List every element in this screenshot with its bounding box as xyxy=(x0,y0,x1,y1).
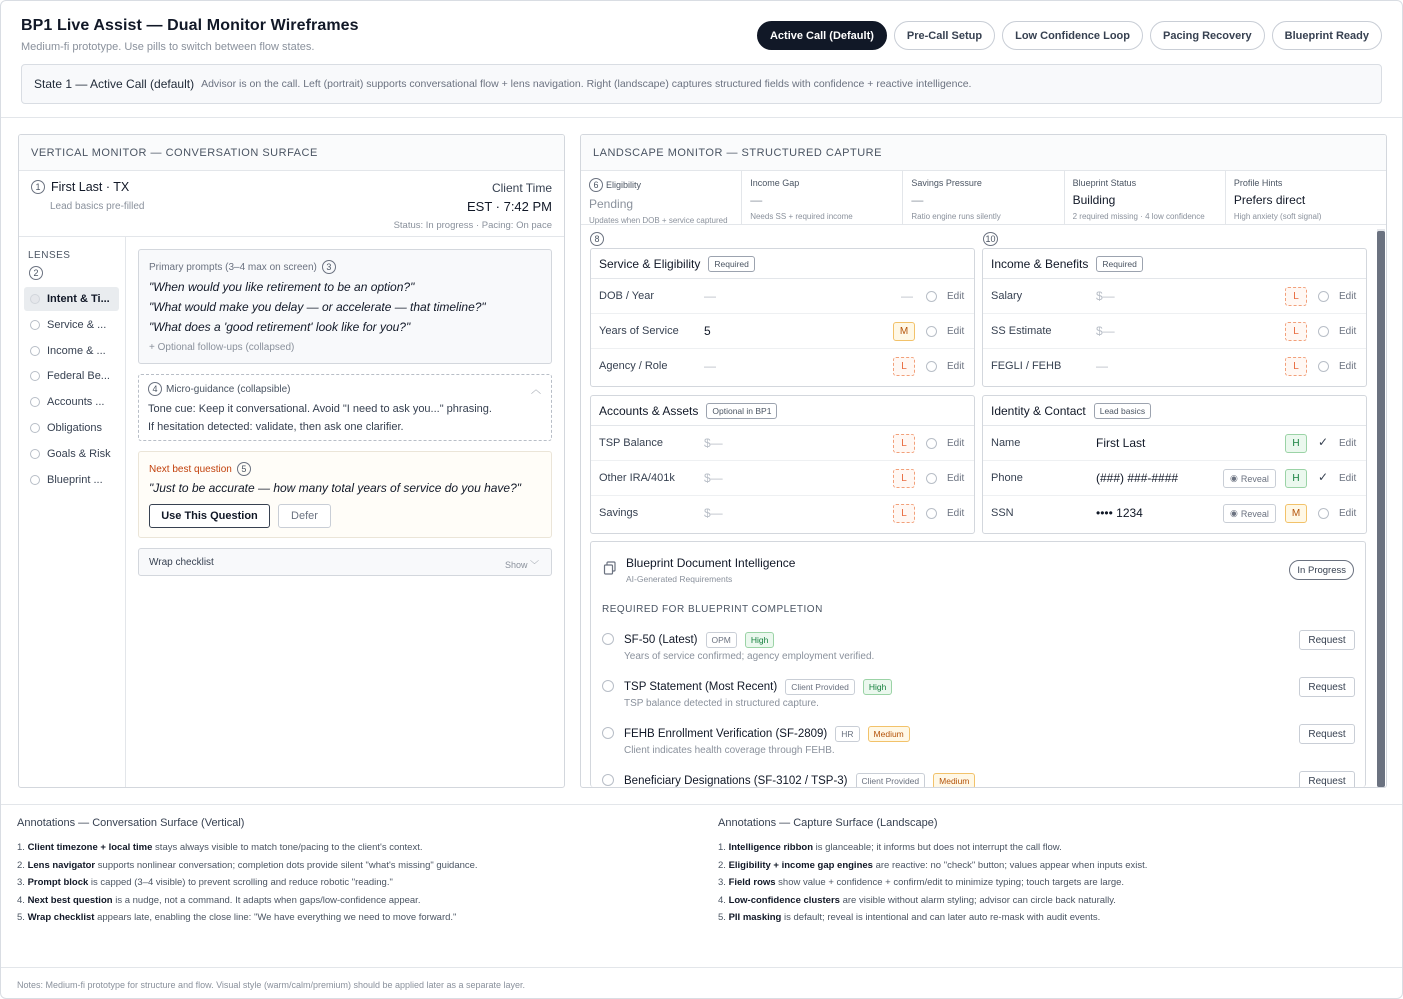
lens-item-goals-risk[interactable] xyxy=(24,442,119,466)
service-eligibility-card xyxy=(590,248,975,387)
client-name: First Last · TX xyxy=(51,180,130,194)
lens-label: Income & ... xyxy=(47,345,106,357)
hesitation-cue: If hesitation detected: validate, then ask one clarifier. xyxy=(148,421,404,433)
doc-item-sf50 xyxy=(602,627,1355,671)
micro-guidance-header: Micro-guidance (collapsible) xyxy=(166,383,291,395)
reveal-button[interactable] xyxy=(1223,504,1276,523)
footer-notes: Notes: Medium-fi prototype for structure and flow. Visual style (warm/calm/premium) should be applied later as a separate layer. xyxy=(1,967,1403,999)
annotation-item: 3. Field rows show value + confidence + confirm/edit to minimize typing; touch targets are large. xyxy=(718,877,1125,889)
step-marker: 2 xyxy=(29,266,43,280)
confirm-radio[interactable] xyxy=(1318,508,1329,519)
scrollbar-thumb[interactable] xyxy=(1377,231,1385,787)
ribbon-label: Savings Pressure xyxy=(911,178,982,188)
confirm-radio[interactable] xyxy=(926,326,937,337)
edit-button[interactable]: Edit xyxy=(1339,361,1357,372)
confidence-badge: H xyxy=(1285,469,1307,488)
call-status: Status: In progress · Pacing: On pace xyxy=(393,220,552,231)
priority-tag: High xyxy=(745,632,774,648)
client-time-value: EST · 7:42 PM xyxy=(466,199,552,214)
card-title: Accounts & Assets xyxy=(599,403,699,418)
field-value[interactable]: $— xyxy=(704,506,723,520)
wrap-show-toggle[interactable] xyxy=(505,558,539,571)
required-header: REQUIRED FOR BLUEPRINT COMPLETION xyxy=(602,604,823,615)
lens-label: Federal Be... xyxy=(47,370,110,382)
doc-item-beneficiary xyxy=(602,768,1355,788)
field-row-fegli-fehb xyxy=(983,349,1366,384)
wrap-checklist-label: Wrap checklist xyxy=(149,557,214,568)
field-row-salary xyxy=(983,279,1366,314)
state-label: State 1 — Active Call (default) xyxy=(34,77,195,91)
annotations-title: Annotations — Capture Surface (Landscape) xyxy=(718,817,938,829)
confirm-radio[interactable] xyxy=(926,508,937,519)
reveal-label: Reveal xyxy=(1240,473,1269,484)
field-row-agency-role xyxy=(591,349,974,384)
show-label: Show xyxy=(504,560,528,570)
lens-label: Obligations xyxy=(47,422,103,434)
lens-label: Service & ... xyxy=(47,319,107,331)
field-label: FEGLI / FEHB xyxy=(991,360,1062,372)
primary-prompts-card xyxy=(138,249,552,364)
field-label: SS Estimate xyxy=(991,325,1052,337)
doc-description: Years of service confirmed; agency employment verified. xyxy=(624,651,875,662)
lens-item-service[interactable] xyxy=(24,313,119,337)
field-value-secondary: — xyxy=(901,289,913,303)
field-row-name xyxy=(983,426,1366,461)
chevron-down-icon: ﹀ xyxy=(529,560,539,570)
check-icon[interactable]: ✓ xyxy=(1318,435,1329,449)
micro-guidance-header-row[interactable] xyxy=(148,382,291,396)
field-label: Savings xyxy=(599,507,639,519)
step-marker: 1 xyxy=(31,180,45,194)
income-benefits-card xyxy=(982,248,1367,387)
annotation-item: 2. Eligibility + income gap engines are reactive: no "check" button; values appear when inputs exist. xyxy=(718,859,1148,871)
request-button[interactable]: Request xyxy=(1299,677,1355,697)
card-title: Service & Eligibility xyxy=(599,256,701,271)
annotation-item: 1. Client timezone + local time stays always visible to match tone/pacing to the client's context. xyxy=(17,842,423,853)
field-value[interactable]: $— xyxy=(1096,324,1115,338)
doc-name: Beneficiary Designations (SF-3102 / TSP-3) xyxy=(624,775,848,787)
doc-status-radio[interactable] xyxy=(602,680,614,692)
confidence-badge: L xyxy=(893,357,915,376)
ribbon-label: Profile Hints xyxy=(1233,178,1283,188)
doc-status-radio[interactable] xyxy=(602,633,614,645)
field-value[interactable]: $— xyxy=(704,436,723,450)
conversation-surface-panel xyxy=(18,134,565,788)
capture-surface-panel xyxy=(580,134,1387,788)
confidence-badge: L xyxy=(893,469,915,488)
source-tag: HR xyxy=(835,726,859,742)
annotation-item: 4. Next best question is a nudge, not a command. It adapts when gaps/low-confidence appear. xyxy=(17,894,421,906)
step-marker: 5 xyxy=(237,462,251,476)
doc-item-tsp-statement xyxy=(602,674,1355,718)
completion-dot-icon xyxy=(30,294,40,304)
nbq-question: "Just to be accurate — how many total years of service do you have?" xyxy=(149,481,522,495)
field-value[interactable]: — xyxy=(1096,359,1108,373)
state-description: Advisor is on the call. Left (portrait) supports conversational flow + lens navigation. Right (landscape) captures structured fields with confidence + reactive intelligence. xyxy=(201,78,972,90)
edit-button[interactable]: Edit xyxy=(1339,473,1357,484)
field-row-dob xyxy=(591,279,974,314)
ribbon-value: Building xyxy=(1072,193,1116,207)
prompt-item[interactable]: "What would make you delay — or accelerate — that timeline?" xyxy=(149,300,486,314)
doc-status-radio[interactable] xyxy=(602,727,614,739)
doc-name: SF-50 (Latest) xyxy=(624,634,698,646)
confidence-badge: L xyxy=(893,434,915,453)
confirm-radio[interactable] xyxy=(926,291,937,302)
blueprint-subtitle: AI-Generated Requirements xyxy=(626,574,733,584)
lens-label: Accounts ... xyxy=(47,396,105,408)
field-value[interactable]: First Last xyxy=(1096,436,1146,450)
lens-item-intent[interactable] xyxy=(24,287,119,311)
field-value[interactable]: 5 xyxy=(704,324,711,338)
ribbon-value: Prefers direct xyxy=(1233,193,1306,207)
ribbon-eligibility xyxy=(581,171,742,224)
annotation-item: 2. Lens navigator supports nonlinear conversation; completion dots provide silent "what's missing" guidance. xyxy=(17,859,478,871)
doc-description: TSP balance detected in structured capture. xyxy=(624,698,819,709)
tone-cue: Tone cue: Keep it conversational. Avoid "I need to ask you..." phrasing. xyxy=(148,403,492,415)
blueprint-title: Blueprint Document Intelligence xyxy=(626,556,796,570)
annotation-item: 5. PII masking is default; reveal is intentional and can later auto re-mask with audit events. xyxy=(718,912,1101,924)
field-label: Salary xyxy=(991,290,1023,302)
nbq-header-row xyxy=(149,462,251,476)
field-label: Name xyxy=(991,437,1021,449)
client-time xyxy=(394,181,552,231)
priority-tag: Medium xyxy=(868,726,910,742)
confidence-badge: L xyxy=(1285,322,1307,341)
annotation-item: 1. Intelligence ribbon is glanceable; it informs but does not interrupt the call flow. xyxy=(718,842,1062,853)
lead-basics-tag: Lead basics xyxy=(1094,403,1151,419)
client-info xyxy=(19,171,564,237)
request-button[interactable]: Request xyxy=(1299,630,1355,650)
field-row-other-ira xyxy=(591,461,974,496)
annotation-item: 5. Wrap checklist appears late, enabling the close line: "We have everything we need to move forward." xyxy=(17,912,457,924)
edit-button[interactable]: Edit xyxy=(947,326,965,337)
ribbon-hint: Ratio engine runs silently xyxy=(911,212,1001,221)
edit-button[interactable]: Edit xyxy=(1339,438,1357,449)
ribbon-value: — xyxy=(750,193,763,207)
field-label: Other IRA/401k xyxy=(599,472,675,484)
field-label: Agency / Role xyxy=(599,360,668,372)
field-row-ss-estimate xyxy=(983,314,1366,349)
completion-dot-icon xyxy=(30,423,40,433)
lens-item-income[interactable] xyxy=(24,339,119,363)
edit-button[interactable]: Edit xyxy=(947,508,965,519)
check-icon[interactable]: ✓ xyxy=(1318,470,1329,484)
pill-pacing-recovery[interactable]: Pacing Recovery xyxy=(1150,21,1265,50)
field-value[interactable]: — xyxy=(704,359,716,373)
lens-item-federal-benefits[interactable] xyxy=(24,364,119,388)
lens-item-accounts[interactable] xyxy=(24,390,119,414)
client-name-row xyxy=(31,180,129,194)
annotations-vertical xyxy=(1,804,702,967)
ribbon-blueprint-status xyxy=(1065,171,1226,224)
confidence-badge: L xyxy=(893,504,915,523)
source-tag: Client Provided xyxy=(785,679,855,695)
ribbon-hint: 2 required missing · 4 low confidence xyxy=(1072,212,1205,221)
lens-label: Goals & Risk xyxy=(47,448,111,460)
ribbon-hint: Needs SS + required income xyxy=(750,212,853,221)
lenses-header: LENSES xyxy=(28,250,71,261)
doc-description: Client indicates health coverage through FEHB. xyxy=(624,745,835,756)
field-label: TSP Balance xyxy=(599,437,664,449)
lens-label: Blueprint ... xyxy=(47,474,103,486)
priority-tag: Medium xyxy=(933,773,975,788)
state-pills xyxy=(757,21,1382,50)
ribbon-value: Pending xyxy=(589,197,634,211)
doc-item-fehb xyxy=(602,721,1355,765)
field-label: Phone xyxy=(991,472,1023,484)
field-row-years-of-service xyxy=(591,314,974,349)
identity-contact-card xyxy=(982,395,1367,534)
ribbon-label: Blueprint Status xyxy=(1072,178,1137,188)
ribbon-hint: High anxiety (soft signal) xyxy=(1233,212,1322,221)
defer-button[interactable]: Defer xyxy=(278,504,331,528)
pill-active-call[interactable]: Active Call (Default) xyxy=(757,21,887,50)
field-label: DOB / Year xyxy=(599,290,655,302)
step-marker: 3 xyxy=(322,260,336,274)
ribbon-profile-hints xyxy=(1226,171,1386,224)
confidence-badge: M xyxy=(893,322,915,341)
prompts-header-row xyxy=(149,260,336,274)
edit-button[interactable]: Edit xyxy=(1339,326,1357,337)
card-title: Income & Benefits xyxy=(991,256,1089,271)
field-row-tsp-balance xyxy=(591,426,974,461)
ribbon-income-gap xyxy=(742,171,903,224)
confirm-radio[interactable] xyxy=(1318,326,1329,337)
completion-dot-icon xyxy=(30,320,40,330)
documents-icon xyxy=(603,561,617,575)
ribbon-hint: Updates when DOB + service captured xyxy=(589,216,728,225)
client-time-label: Client Time xyxy=(491,181,552,195)
edit-button[interactable]: Edit xyxy=(1339,291,1357,302)
doc-name: FEHB Enrollment Verification (SF-2809) xyxy=(624,728,828,740)
accounts-assets-card xyxy=(590,395,975,534)
reveal-label: Reveal xyxy=(1240,508,1269,519)
state-description-bar xyxy=(21,64,1382,104)
status-badge: In Progress xyxy=(1289,560,1354,580)
blueprint-document-intelligence xyxy=(590,541,1366,787)
field-label: SSN xyxy=(991,507,1014,519)
confirm-radio[interactable] xyxy=(926,473,937,484)
completion-dot-icon xyxy=(30,449,40,459)
field-value[interactable]: — xyxy=(704,289,716,303)
nbq-header: Next best question xyxy=(149,463,232,475)
chevron-up-icon[interactable]: ︿ xyxy=(531,385,541,396)
page-header xyxy=(21,17,359,53)
optional-followups-toggle[interactable]: + Optional follow-ups (collapsed) xyxy=(149,342,295,353)
page-subtitle: Medium-fi prototype. Use pills to switch between flow states. xyxy=(21,41,315,53)
confirm-radio[interactable] xyxy=(926,438,937,449)
next-best-question-card xyxy=(138,451,552,538)
confidence-badge: M xyxy=(1285,504,1307,523)
card-title: Identity & Contact xyxy=(991,403,1086,418)
panel-title: VERTICAL MONITOR — CONVERSATION SURFACE xyxy=(19,135,564,171)
ribbon-label: Income Gap xyxy=(750,178,800,188)
field-value[interactable]: $— xyxy=(704,471,723,485)
request-button[interactable]: Request xyxy=(1299,771,1355,788)
doc-status-radio[interactable] xyxy=(602,774,614,786)
reveal-button[interactable] xyxy=(1223,469,1276,488)
edit-button[interactable]: Edit xyxy=(947,361,965,372)
eye-icon: ◉ xyxy=(1230,473,1238,483)
lead-note: Lead basics pre-filled xyxy=(50,201,145,212)
required-tag: Required xyxy=(1096,256,1143,272)
confirm-radio[interactable] xyxy=(1318,361,1329,372)
source-tag: Client Provided xyxy=(856,773,926,788)
required-tag: Required xyxy=(708,256,755,272)
ribbon-savings-pressure xyxy=(903,171,1064,224)
completion-dot-icon xyxy=(30,475,40,485)
step-marker: 10 xyxy=(983,232,998,246)
completion-dot-icon xyxy=(30,397,40,407)
ribbon-value: — xyxy=(911,193,924,207)
lens-navigator xyxy=(19,237,126,787)
request-button[interactable]: Request xyxy=(1299,724,1355,744)
step-marker: 6 xyxy=(589,178,603,192)
wrap-checklist-card[interactable] xyxy=(138,548,552,576)
divider xyxy=(1,117,1403,118)
field-row-savings xyxy=(591,496,974,531)
confirm-radio[interactable] xyxy=(1318,291,1329,302)
annotation-item: 4. Low-confidence clusters are visible without alarm styling; advisor can circle back naturally. xyxy=(718,894,1116,906)
prompts-header: Primary prompts (3–4 max on screen) xyxy=(149,261,317,273)
pill-low-confidence-loop[interactable]: Low Confidence Loop xyxy=(1002,21,1143,50)
field-value-masked[interactable]: (###) ###-#### xyxy=(1096,471,1179,485)
source-tag: OPM xyxy=(706,632,737,648)
eye-icon: ◉ xyxy=(1230,508,1238,518)
page-title: BP1 Live Assist — Dual Monitor Wireframes xyxy=(21,17,359,34)
edit-button[interactable]: Edit xyxy=(947,438,965,449)
use-this-question-button[interactable]: Use This Question xyxy=(149,504,270,528)
step-marker: 4 xyxy=(148,382,162,396)
field-label: Years of Service xyxy=(599,325,679,337)
confidence-badge: L xyxy=(1285,357,1307,376)
optional-tag: Optional in BP1 xyxy=(706,403,777,419)
annotation-item: 3. Prompt block is capped (3–4 visible) to prevent scrolling and reduce robotic "reading." xyxy=(17,877,393,889)
field-value[interactable]: $— xyxy=(1096,289,1115,303)
field-value-masked[interactable]: •••• 1234 xyxy=(1096,506,1143,520)
edit-button[interactable]: Edit xyxy=(947,473,965,484)
pill-pre-call-setup[interactable]: Pre-Call Setup xyxy=(894,21,995,50)
confidence-badge: H xyxy=(1285,434,1307,453)
panel-title: LANDSCAPE MONITOR — STRUCTURED CAPTURE xyxy=(581,135,1386,171)
annotations-landscape xyxy=(702,804,1403,967)
prompt-item[interactable]: "When would you like retirement to be an option?" xyxy=(149,280,415,294)
edit-button[interactable]: Edit xyxy=(947,291,965,302)
edit-button[interactable]: Edit xyxy=(1339,508,1357,519)
doc-name: TSP Statement (Most Recent) xyxy=(624,681,778,693)
priority-tag: High xyxy=(863,679,892,695)
lens-item-blueprint[interactable] xyxy=(24,468,119,492)
lens-item-obligations[interactable] xyxy=(24,416,119,440)
step-marker: 8 xyxy=(590,232,604,246)
field-row-phone xyxy=(983,461,1366,496)
confidence-badge: L xyxy=(1285,287,1307,306)
confirm-radio[interactable] xyxy=(926,361,937,372)
intelligence-ribbon xyxy=(581,171,1386,225)
completion-dot-icon xyxy=(30,346,40,356)
ribbon-label: Eligibility xyxy=(606,180,642,190)
field-row-ssn xyxy=(983,496,1366,531)
micro-guidance-card xyxy=(138,374,552,441)
annotations-title: Annotations — Conversation Surface (Vertical) xyxy=(17,817,245,829)
pill-blueprint-ready[interactable]: Blueprint Ready xyxy=(1272,21,1382,50)
prompt-item[interactable]: "What does a 'good retirement' look like for you?" xyxy=(149,320,411,334)
lens-label: Intent & Ti... xyxy=(47,293,110,305)
completion-dot-icon xyxy=(30,371,40,381)
